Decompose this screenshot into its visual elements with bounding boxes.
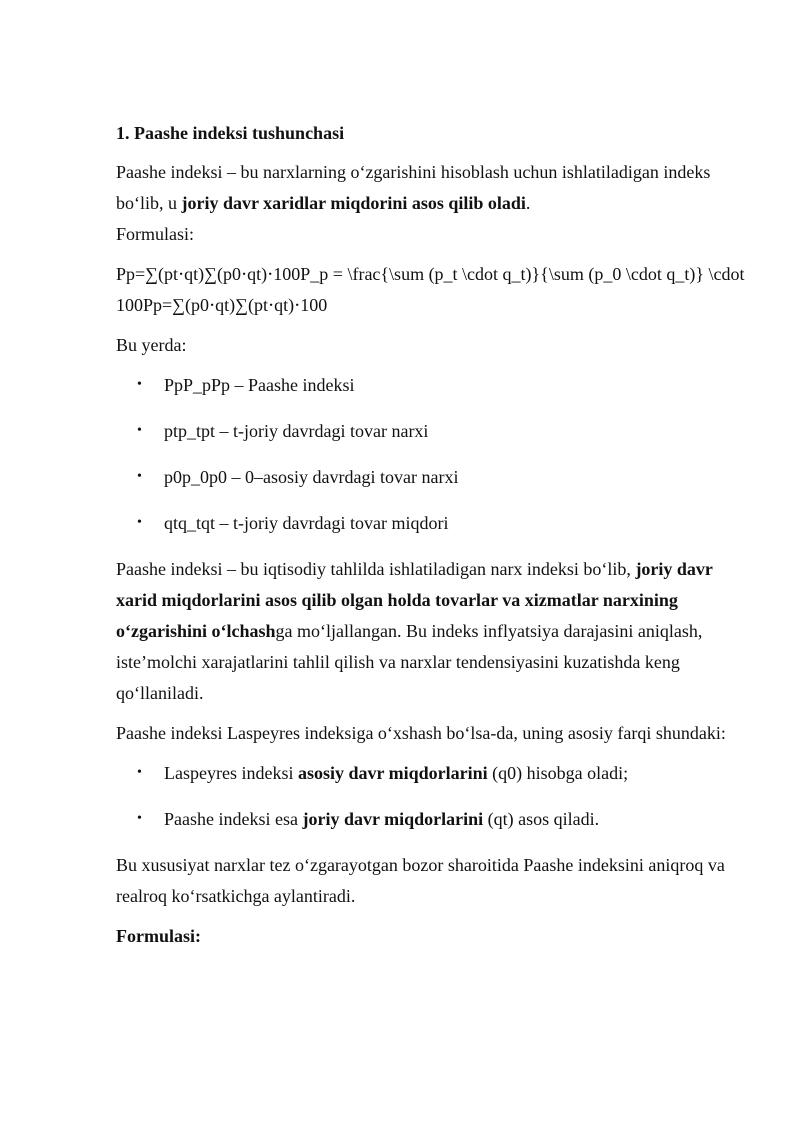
list-item	[116, 416, 756, 446]
list-item	[116, 804, 756, 834]
paragraph-conclusion: Bu xususiyat narxlar tez o‘zgarayotgan bozor sharoitida Paashe indeksini aniqroq va realroq ko‘rsatkichga aylantiradi.	[116, 855, 725, 906]
where-label: Bu yerda:	[116, 335, 187, 355]
comparison-text-end: (qt) asos qiladi.	[483, 809, 600, 829]
document-page	[116, 118, 756, 951]
definition-text: PpP_pPp – Paashe indeksi	[164, 375, 355, 395]
comparison-text: Laspeyres indeksi	[164, 763, 298, 783]
bullet-icon: •	[137, 515, 142, 530]
list-item	[116, 370, 756, 400]
bullet-icon: •	[137, 423, 142, 438]
paragraph-text: Paashe indeksi – bu iqtisodiy tahlilda ishlatiladigan narx indeksi bo‘lib,	[116, 559, 636, 579]
closing-formula-label: Formulasi:	[116, 926, 201, 946]
list-item	[116, 758, 756, 788]
bullet-icon: •	[137, 811, 142, 826]
comparison-text-end: (q0) hisobga oladi;	[487, 763, 629, 783]
list-item	[116, 508, 756, 538]
comparison-text: Paashe indeksi esa	[164, 809, 303, 829]
bullet-icon: •	[137, 469, 142, 484]
paragraph-text-end: ga mo‘ljallangan. Bu indeks inflyatsiya darajasini aniqlash, iste’molchi xarajatlarini tahlil qilish va narxlar tendensiyasini kuzatishda keng qo‘llaniladi.	[116, 621, 703, 703]
bullet-icon: •	[137, 765, 142, 780]
definition-text: qtq_tqt – t-joriy davrdagi tovar miqdori	[164, 513, 449, 533]
comparison-bold-text: asosiy davr miqdorlarini	[297, 763, 488, 783]
intro-bold-text: joriy davr xaridlar miqdorini asos qilib oladi	[181, 193, 526, 213]
definition-text: ptp_tpt – t-joriy davrdagi tovar narxi	[164, 421, 429, 441]
definitions-list	[116, 370, 756, 538]
intro-text: Paashe indeksi – bu narxlarning o‘zgarishini hisoblash uchun ishlatiladigan indeks bo‘lib, u	[116, 162, 711, 213]
paragraph-bold-text: joriy davr xarid miqdorlarini asos qilib olgan holda tovarlar va xizmatlar narxining o‘zgarishini o‘lchash	[116, 559, 713, 641]
paragraph-definition	[116, 554, 756, 709]
comparison-list	[116, 758, 756, 834]
bullet-icon: •	[137, 377, 142, 392]
section-heading: 1. Paashe indeksi tushunchasi	[116, 123, 345, 143]
formula-text: Pp=∑(pt⋅qt)∑(p0⋅qt)⋅100P_p = \frac{\sum (p_t \cdot q_t)}{\sum (p_0 \cdot q_t)} \cdot 100Pp=∑(p0⋅qt)∑(pt⋅qt)⋅100	[116, 264, 745, 315]
list-item	[116, 462, 756, 492]
paragraph-comparison: Paashe indeksi Laspeyres indeksiga o‘xshash bo‘lsa-da, uning asosiy farqi shundaki:	[116, 723, 726, 743]
intro-paragraph	[116, 157, 756, 219]
comparison-bold-text: joriy davr miqdorlarini	[302, 809, 484, 829]
definition-text: p0p_0p0 – 0–asosiy davrdagi tovar narxi	[164, 467, 459, 487]
intro-end: .	[525, 193, 531, 213]
formula-label: Formulasi:	[116, 224, 195, 244]
